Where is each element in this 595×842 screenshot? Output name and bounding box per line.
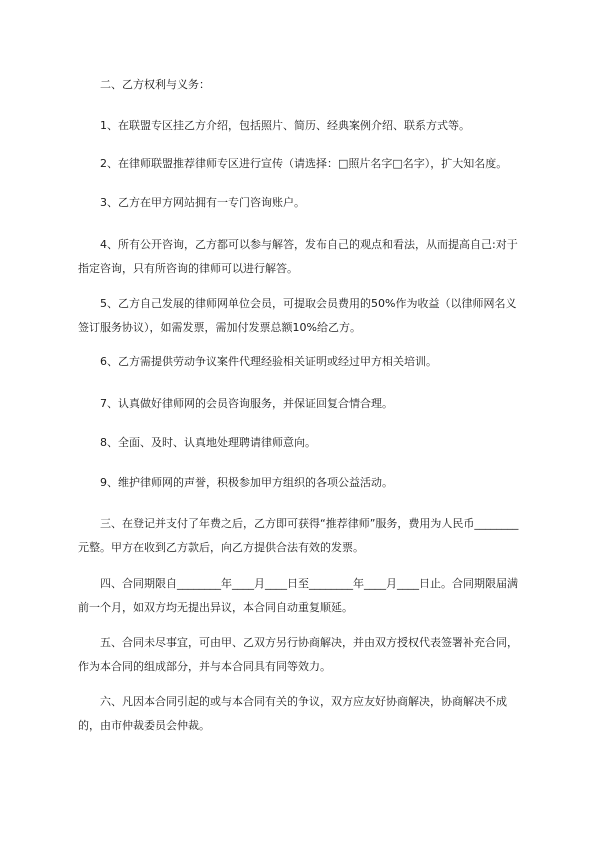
clause-2: 2、在律师联盟推荐律师专区进行宣传（请选择：□照片名字□名字），扩大知名度。 xyxy=(100,157,508,170)
section-3: 三、在登记并支付了年费之后，乙方即可获得“推荐律师”服务，费用为人民币________元整。甲方在收到乙方款后，向乙方提供合法有效的发票。 xyxy=(78,517,519,554)
clause-3: 3、乙方在甲方网站拥有一专门咨询账户。 xyxy=(100,196,305,209)
section-5: 五、合同未尽事宜，可由甲、乙双方另行协商解决，并由双方授权代表签署补充合同，作为本合同的组成部分，并与本合同具有同等效力。 xyxy=(78,636,518,673)
clause-9: 9、维护律师网的声誉，积极参加甲方组织的各项公益活动。 xyxy=(100,476,393,489)
section-heading-2: 二、乙方权利与义务： xyxy=(100,78,210,91)
clause-1: 1、在联盟专区挂乙方介绍，包括照片、简历、经典案例介绍、联系方式等。 xyxy=(100,119,470,132)
clause-7: 7、认真做好律师网的会员咨询服务，并保证回复合情合理。 xyxy=(100,397,393,410)
clause-6: 6、乙方需提供劳动争议案件代理经验相关证明或经过甲方相关培训。 xyxy=(100,355,437,368)
clause-4: 4、所有公开咨询，乙方都可以参与解答，发布自己的观点和看法，从而提高自己:对于指定咨询，只有所咨询的律师可以进行解答。 xyxy=(78,238,518,275)
section-6: 六、凡因本合同引起的或与本合同有关的争议，双方应友好协商解决，协商解决不成的，由市仲裁委员会仲裁。 xyxy=(78,695,507,732)
clause-5: 5、乙方自己发展的律师网单位会员，可提取会员费用的50%作为收益（以律师网名义签订服务协议），如需发票，需加付发票总额10%给乙方。 xyxy=(78,297,517,334)
clause-8: 8、全面、及时、认真地处理聘请律师意向。 xyxy=(100,436,316,449)
section-4: 四、合同期限自________年____月____日至________年____月____日止。合同期限届满前一个月，如双方均无提出异议，本合同自动重复顺延。 xyxy=(78,577,518,614)
